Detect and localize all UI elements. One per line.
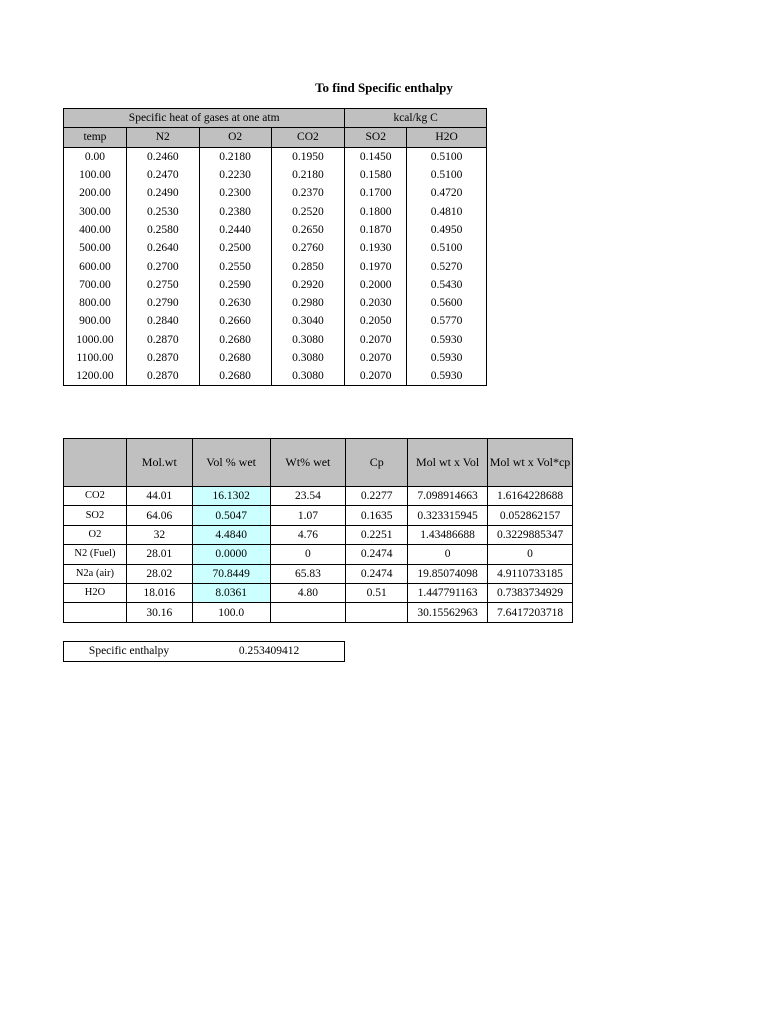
table-cell: 0.2980 (271, 294, 345, 312)
table-cell: 1100.00 (64, 349, 127, 367)
table-row (64, 276, 487, 294)
table-cell: 0.5100 (407, 239, 487, 257)
column-header: Mol wt x Vol*cp (488, 439, 573, 487)
page-title: To find Specific enthalpy (315, 80, 453, 95)
table-cell: 0.5770 (407, 312, 487, 330)
column-header: Cp (346, 439, 408, 487)
table-cell: 0.052862157 (488, 506, 573, 525)
table-cell: 800.00 (64, 294, 127, 312)
table-cell: 0.2760 (271, 239, 345, 257)
table-row (64, 184, 487, 202)
table-cell: 0.5430 (407, 276, 487, 294)
table-cell: 0.1970 (345, 257, 407, 275)
table-cell: 0.1450 (345, 147, 407, 166)
result-label: Specific enthalpy (64, 642, 195, 662)
table-cell: 0.2180 (271, 166, 345, 184)
table-cell: 0.3080 (271, 331, 345, 349)
table-cell: 0.2870 (126, 331, 199, 349)
table-row (64, 564, 573, 583)
table-cell: 32 (126, 525, 192, 544)
specific-heat-table (63, 108, 487, 386)
table-cell: N2a (air) (64, 564, 127, 583)
table-cell (270, 603, 346, 622)
table-cell: 0.0000 (192, 545, 270, 564)
table-cell: 23.54 (270, 487, 346, 506)
table-row (64, 525, 573, 544)
table-cell: 0.5047 (192, 506, 270, 525)
table-cell: 0.2474 (346, 545, 408, 564)
table-cell: 0.2070 (345, 367, 407, 386)
table-cell: 0.4950 (407, 221, 487, 239)
table-cell: 100.0 (192, 603, 270, 622)
table-cell: 0.5930 (407, 349, 487, 367)
table-cell: 0.7383734929 (488, 583, 573, 602)
table-cell: 0.2590 (199, 276, 271, 294)
table-cell: 1000.00 (64, 331, 127, 349)
table-cell: 0.2630 (199, 294, 271, 312)
table-cell: 900.00 (64, 312, 127, 330)
table-cell: 1.6164228688 (488, 487, 573, 506)
table-cell: CO2 (64, 487, 127, 506)
table-cell: 0.2030 (345, 294, 407, 312)
table-cell: 0.2790 (126, 294, 199, 312)
table-cell: 0.2700 (126, 257, 199, 275)
table-cell: 0.2920 (271, 276, 345, 294)
table-cell: 0.51 (346, 583, 408, 602)
table-cell: 0.2380 (199, 202, 271, 220)
table-cell: 4.9110733185 (488, 564, 573, 583)
column-header: Mol.wt (126, 439, 192, 487)
table-cell: 0.2300 (199, 184, 271, 202)
table-row (64, 583, 573, 602)
column-header: Mol wt x Vol (408, 439, 488, 487)
table-cell: 0 (488, 545, 573, 564)
table-row (64, 147, 487, 166)
table-cell: 0.2870 (126, 349, 199, 367)
column-header (64, 439, 127, 487)
table-cell: 0.2580 (126, 221, 199, 239)
table-cell: 0.2470 (126, 166, 199, 184)
column-header: H2O (407, 128, 487, 147)
column-header-row (64, 128, 487, 147)
table-cell: 0.2680 (199, 367, 271, 386)
table-cell: 0.2277 (346, 487, 408, 506)
result-value: 0.253409412 (194, 642, 345, 662)
table-cell: 0.3080 (271, 367, 345, 386)
column-header-row (64, 439, 573, 487)
table-cell: 0.00 (64, 147, 127, 166)
table-cell: 0.2680 (199, 349, 271, 367)
table-row (64, 257, 487, 275)
table-cell: O2 (64, 525, 127, 544)
table-cell: 0.5930 (407, 367, 487, 386)
table-cell: SO2 (64, 506, 127, 525)
table-cell: 0.2500 (199, 239, 271, 257)
table-cell: 4.76 (270, 525, 346, 544)
table-cell (64, 603, 127, 622)
table-row (64, 239, 487, 257)
column-header: O2 (199, 128, 271, 147)
table-cell: 7.098914663 (408, 487, 488, 506)
table-cell: 70.8449 (192, 564, 270, 583)
table-row (64, 506, 573, 525)
table-cell: 0.2440 (199, 221, 271, 239)
table-cell: 0.3080 (271, 349, 345, 367)
table-cell: 0.2750 (126, 276, 199, 294)
table-cell: 0.1635 (346, 506, 408, 525)
table-cell: 28.01 (126, 545, 192, 564)
table-cell: 0.2251 (346, 525, 408, 544)
table-cell: 0.5930 (407, 331, 487, 349)
table-cell: 0.2370 (271, 184, 345, 202)
table-cell: 0 (270, 545, 346, 564)
column-header: Vol % wet (192, 439, 270, 487)
table-row (64, 545, 573, 564)
table-cell: 0.1950 (271, 147, 345, 166)
table-cell: 0.1800 (345, 202, 407, 220)
table-cell: 0 (408, 545, 488, 564)
column-header: CO2 (271, 128, 345, 147)
table-cell: 0.1870 (345, 221, 407, 239)
table-cell: 300.00 (64, 202, 127, 220)
table-cell: 0.2180 (199, 147, 271, 166)
table-cell: 0.2840 (126, 312, 199, 330)
table-cell: 0.4720 (407, 184, 487, 202)
table-cell: 500.00 (64, 239, 127, 257)
column-header: N2 (126, 128, 199, 147)
table-cell: 0.2070 (345, 331, 407, 349)
table-cell: 0.5100 (407, 147, 487, 166)
table-cell: 0.1930 (345, 239, 407, 257)
table-cell: N2 (Fuel) (64, 545, 127, 564)
composition-table (63, 438, 573, 623)
table-cell: 0.323315945 (408, 506, 488, 525)
table-row (64, 221, 487, 239)
table-row (64, 367, 487, 386)
table-cell: 19.85074098 (408, 564, 488, 583)
table-cell: 1200.00 (64, 367, 127, 386)
table-cell: 100.00 (64, 166, 127, 184)
table-cell: 0.2070 (345, 349, 407, 367)
table-cell: 600.00 (64, 257, 127, 275)
column-header: Wt% wet (270, 439, 346, 487)
table-row (64, 202, 487, 220)
specific-enthalpy-box (63, 641, 345, 662)
table-cell: 0.2000 (345, 276, 407, 294)
table-cell: 0.4810 (407, 202, 487, 220)
table-cell: 0.2850 (271, 257, 345, 275)
table-cell: 1.07 (270, 506, 346, 525)
table-cell: 0.3040 (271, 312, 345, 330)
table-cell: 0.2660 (199, 312, 271, 330)
table-cell: 44.01 (126, 487, 192, 506)
table-cell: 0.1700 (345, 184, 407, 202)
table-cell (346, 603, 408, 622)
table-cell: 16.1302 (192, 487, 270, 506)
table-cell: 28.02 (126, 564, 192, 583)
table-cell: 4.80 (270, 583, 346, 602)
table-cell: 65.83 (270, 564, 346, 583)
table-cell: 0.2474 (346, 564, 408, 583)
table-cell: 1.43486688 (408, 525, 488, 544)
table-cell: 18.016 (126, 583, 192, 602)
column-header: temp (64, 128, 127, 147)
table-row (64, 487, 573, 506)
table-cell: 8.0361 (192, 583, 270, 602)
table-cell: 0.2050 (345, 312, 407, 330)
table-row (64, 331, 487, 349)
table-cell: 30.15562963 (408, 603, 488, 622)
table-cell: 0.2870 (126, 367, 199, 386)
table-cell: 0.2230 (199, 166, 271, 184)
table-cell: 4.4840 (192, 525, 270, 544)
table-cell: 400.00 (64, 221, 127, 239)
table-cell: H2O (64, 583, 127, 602)
table-cell: 64.06 (126, 506, 192, 525)
table-cell: 0.5100 (407, 166, 487, 184)
specific-heat-title: Specific heat of gases at one atm (64, 109, 345, 128)
table-cell: 0.2460 (126, 147, 199, 166)
table-cell: 0.5270 (407, 257, 487, 275)
table-cell: 700.00 (64, 276, 127, 294)
table-row (64, 166, 487, 184)
table-cell: 30.16 (126, 603, 192, 622)
table-cell: 200.00 (64, 184, 127, 202)
table-row (64, 312, 487, 330)
table-cell: 0.2650 (271, 221, 345, 239)
table-cell: 0.1580 (345, 166, 407, 184)
table-cell: 0.5600 (407, 294, 487, 312)
table-cell: 0.2490 (126, 184, 199, 202)
table-row (64, 349, 487, 367)
table-row (64, 294, 487, 312)
table-cell: 0.2520 (271, 202, 345, 220)
table-cell: 0.2550 (199, 257, 271, 275)
table-cell: 0.2640 (126, 239, 199, 257)
table-cell: 7.6417203718 (488, 603, 573, 622)
table-cell: 0.2530 (126, 202, 199, 220)
table-cell: 1.447791163 (408, 583, 488, 602)
column-header: SO2 (345, 128, 407, 147)
table-row (64, 603, 573, 622)
table-cell: 0.3229885347 (488, 525, 573, 544)
unit-label: kcal/kg C (345, 109, 487, 128)
table-cell: 0.2680 (199, 331, 271, 349)
